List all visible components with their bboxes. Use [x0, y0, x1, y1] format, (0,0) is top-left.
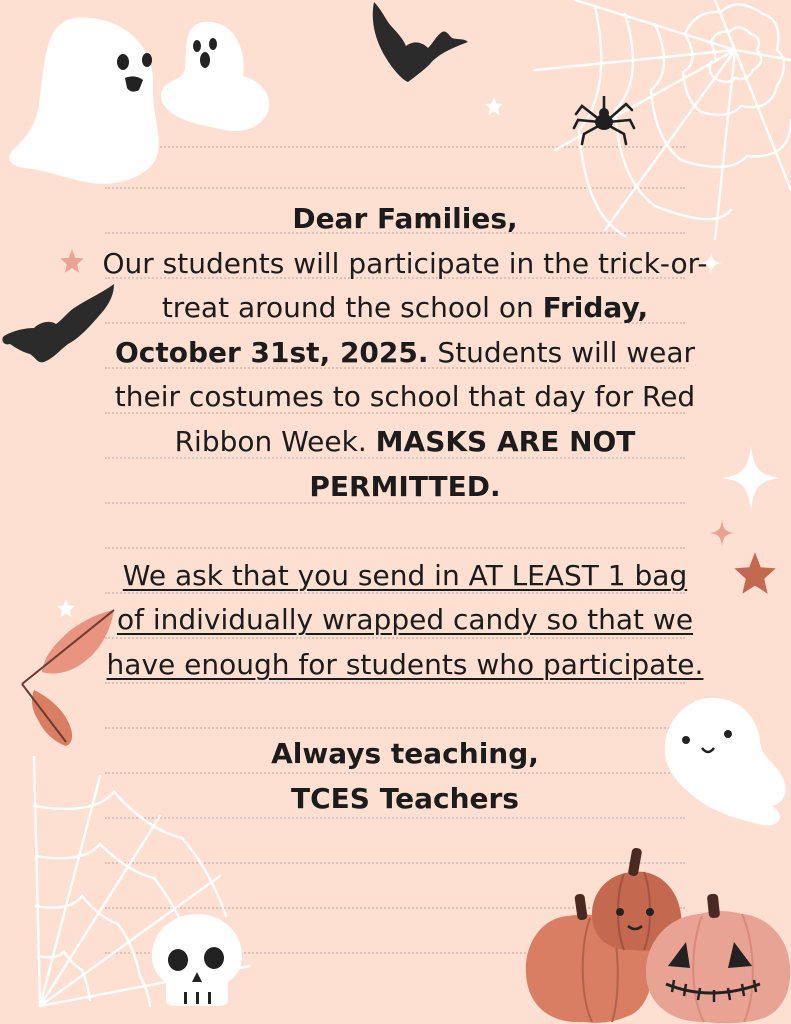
- ghost-icon: [5, 10, 165, 185]
- ghost-icon: [155, 18, 275, 138]
- signature: TCES Teachers: [291, 781, 519, 815]
- masks-notice: MASKS ARE NOT PERMITTED.: [309, 424, 636, 503]
- paragraph-spacer: [95, 688, 715, 733]
- greeting: Dear Families,: [292, 202, 518, 235]
- event-date: Friday, October 31st, 2025.: [114, 291, 649, 369]
- announcement-text: Our students will participate in the trick-or-treat around the school on: [102, 246, 708, 325]
- bat-icon: [368, 2, 473, 87]
- announcement-paragraph: [95, 242, 715, 510]
- sparkle-icon: [722, 446, 780, 510]
- signoff: Always teaching,: [271, 737, 539, 771]
- skull-icon: [150, 912, 244, 1008]
- costume-text: Students will wear their costumes to school that day for Red Ribbon Week.: [114, 335, 696, 458]
- paragraph-spacer: [95, 509, 715, 554]
- spider-icon: [572, 96, 636, 148]
- star-icon: [59, 248, 85, 274]
- letter-body: [95, 197, 715, 821]
- star-icon: [732, 550, 778, 596]
- pumpkin-icon: [520, 846, 791, 1024]
- candy-request: We ask that you send in AT LEAST 1 bag of individually wrapped candy so that we have enough for students who participate.: [106, 558, 704, 681]
- star-icon: [484, 96, 504, 116]
- candy-request-paragraph: [95, 554, 715, 688]
